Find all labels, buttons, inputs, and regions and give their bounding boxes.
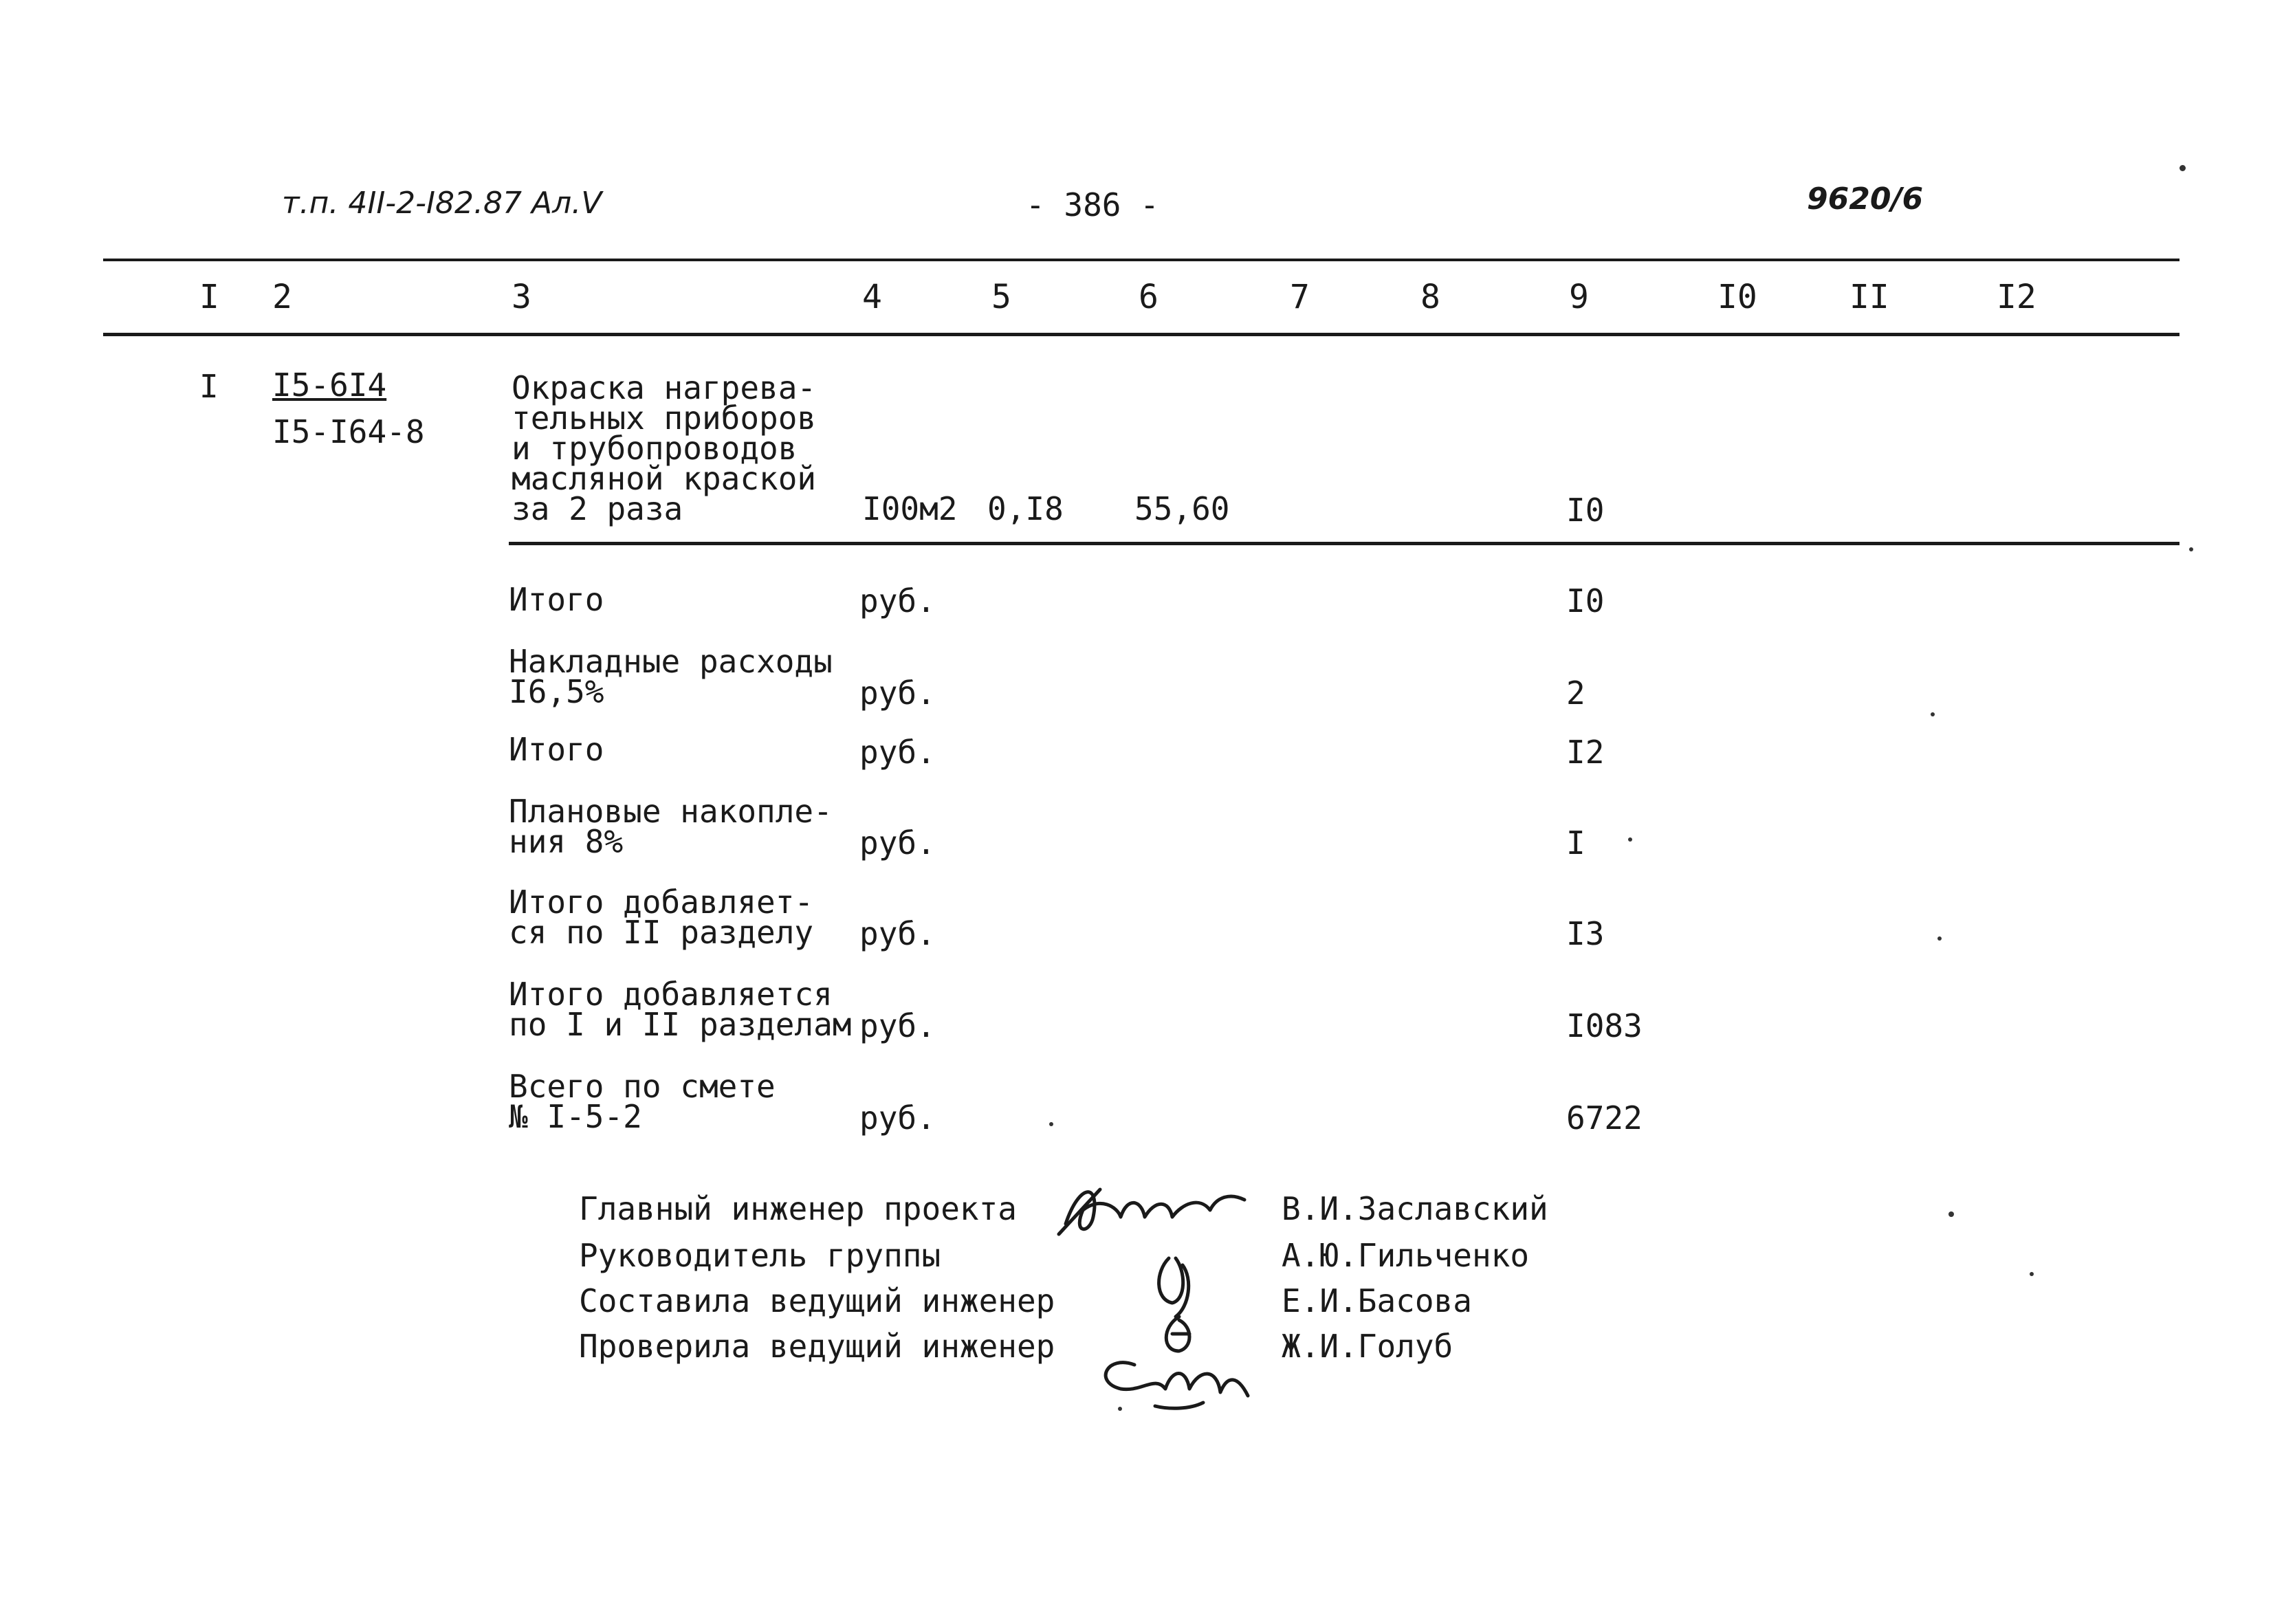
summary-unit: руб. [859,582,936,619]
summary-unit: руб. [859,1007,936,1044]
item-number: I [199,368,219,405]
scan-speck [1931,712,1935,716]
summary-value: 2 [1566,674,1585,712]
summary-label: Накладные расходы I6,5% [509,643,833,710]
document-reference: т.п. 4II-2-I82.87 Ал.V [282,186,602,221]
summary-value: I [1566,824,1585,862]
column-header-1: I [199,278,219,316]
summary-label: Итого добавляется по I и II разделам [509,976,852,1043]
item-quantity: 0,I8 [987,490,1064,527]
summary-value: I0 [1566,582,1605,619]
scan-speck [2030,1272,2034,1276]
column-header-3: 3 [512,278,531,316]
scan-speck [1948,1211,1954,1217]
scan-speck [1628,837,1632,842]
summary-value: I3 [1566,915,1605,952]
page-number: - 386 - [1026,186,1159,223]
scan-speck [1937,936,1942,941]
summary-unit: руб. [859,674,936,712]
item-code-primary: I5-6I4 [272,366,387,404]
column-header-12: I2 [1997,278,2036,316]
summary-label: Итого [509,731,604,768]
scan-speck [2179,165,2186,171]
column-header-8: 8 [1420,278,1440,316]
sheet-number: 9620/6 [1807,182,1924,217]
column-header-2: 2 [272,278,292,316]
signature-role: Проверила ведущий инженер [579,1328,1055,1365]
summary-value: 6722 [1566,1099,1643,1137]
scan-speck [1049,1122,1053,1126]
summary-unit: руб. [859,915,936,952]
summary-label: Плановые накопле- ния 8% [509,793,833,860]
signature-name: Е.И.Басова [1282,1282,1472,1319]
item-description: Окраска нагрева- тельных приборов и трубопроводов масляной краской за 2 раза [512,369,817,527]
column-header-7: 7 [1290,278,1310,316]
scan-speck [1118,1407,1122,1411]
header-top-rule [103,259,2179,261]
item-unit: I00м2 [862,490,958,527]
signature-role: Главный инженер проекта [579,1190,1017,1227]
column-header-6: 6 [1139,278,1159,316]
summary-label: Всего по смете № I-5-2 [509,1068,776,1135]
column-header-9: 9 [1569,278,1589,316]
column-header-5: 5 [991,278,1011,316]
signature-name: Ж.И.Голуб [1282,1328,1453,1365]
item-price: 55,60 [1134,490,1230,527]
header-bottom-rule [103,333,2179,336]
summary-label: Итого [509,581,604,618]
signature-name: А.Ю.Гильченко [1282,1237,1530,1274]
summary-unit: руб. [859,1099,936,1137]
handwritten-signatures [1052,1169,1272,1423]
summary-unit: руб. [859,734,936,771]
summary-unit: руб. [859,824,936,862]
summary-value: I083 [1566,1007,1643,1044]
item-total: I0 [1566,492,1605,529]
signature-name: В.И.Заславский [1282,1190,1548,1227]
column-header-10: I0 [1717,278,1757,316]
summary-label: Итого добавляет- ся по II разделу [509,884,814,951]
signature-role: Руководитель группы [579,1237,941,1274]
summary-value: I2 [1566,734,1605,771]
item-code-secondary: I5-I64-8 [272,413,425,450]
column-header-11: II [1849,278,1889,316]
item-bottom-rule [509,542,2179,545]
column-header-4: 4 [862,278,882,316]
signature-role: Составила ведущий инженер [579,1282,1055,1319]
scan-speck [2189,547,2193,551]
